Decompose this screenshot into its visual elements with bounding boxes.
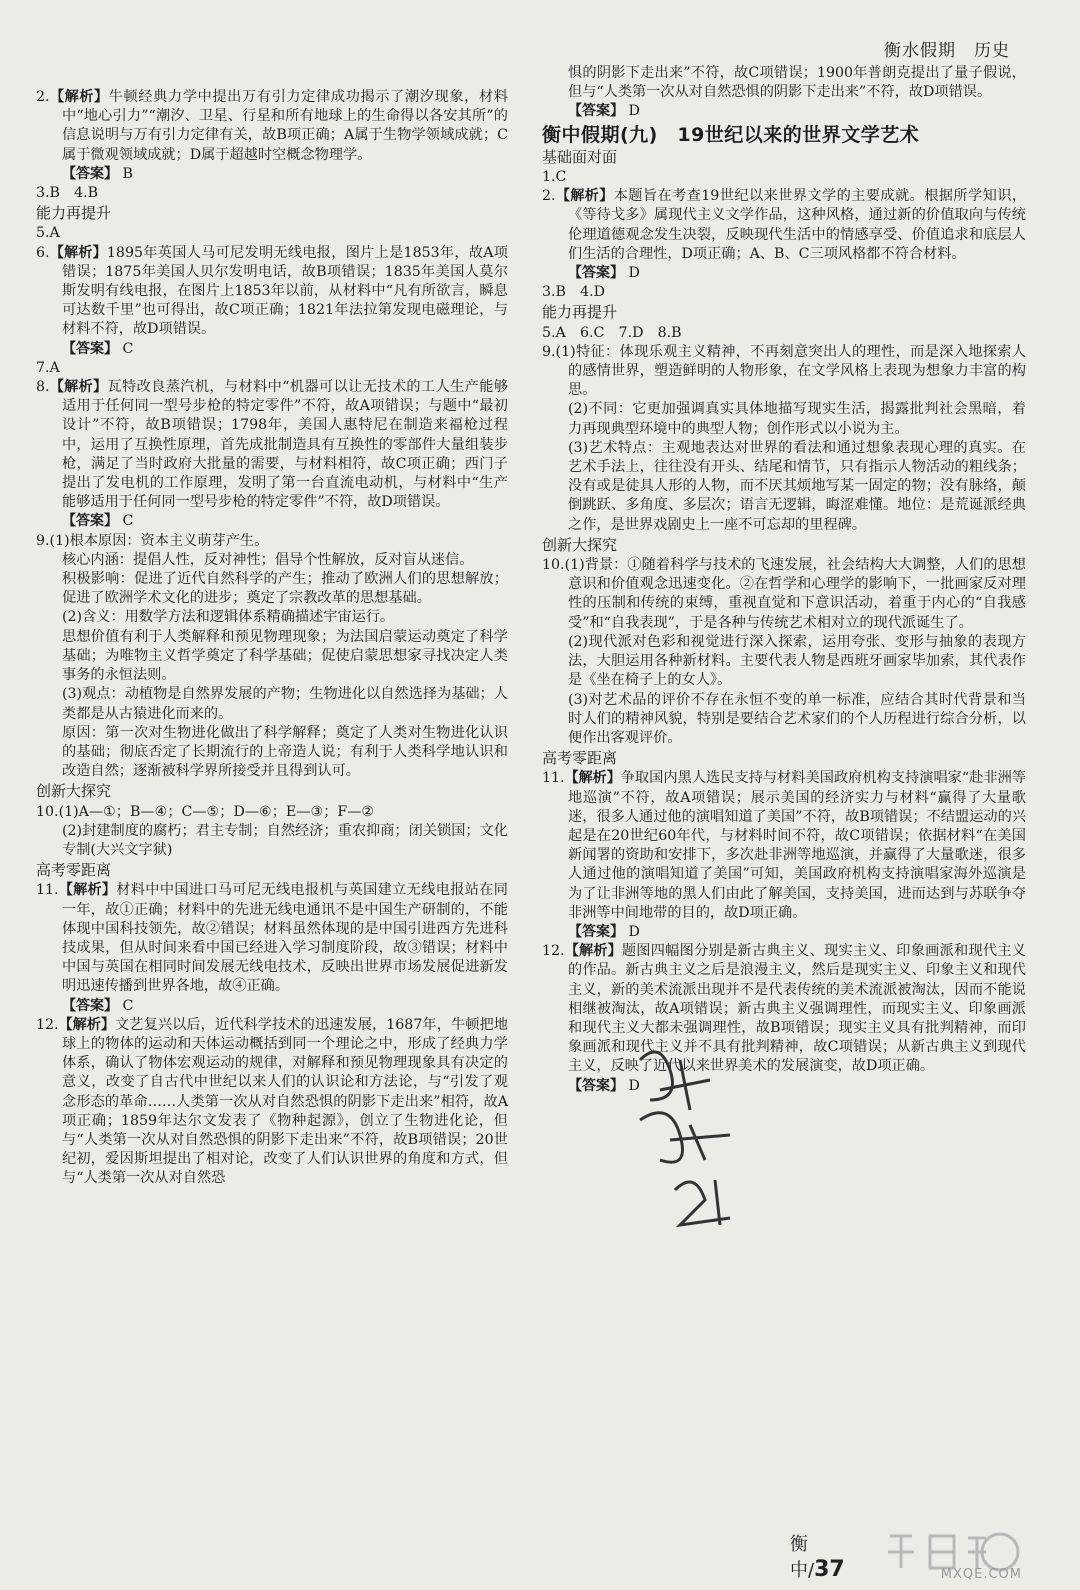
q9-part1-core: 核心内涵：提倡人性，反对神性；倡导个性解放，反对盲从迷信。: [62, 551, 474, 568]
q3-4-answers: 3.B 4.B: [36, 185, 99, 202]
q3-4-answers: 3.B 4.D: [542, 284, 606, 301]
section-innovate: 创新大探究: [36, 782, 112, 801]
q9-part1-impact: 积极影响：促进了近代自然科学的产生；推动了欧洲人们的思想解放；促进了欧洲学术文化的进步；奠定了宗教改革的思想基础。: [62, 571, 508, 607]
q12-answer: 【答案】 D: [568, 103, 640, 120]
q9-part3-view: (3)观点：动植物是自然界发展的产物；生物进化以自然选择为基础；人类都是从古猿进化而来的。: [62, 686, 508, 722]
q12-explanation: 12.【解析】题图四幅图分别是新古典主义、现实主义、印象画派和现代主义的作品。新古典主义之后是浪漫主义，然后是现实主义、印象主义和现代主义，新的美术流派出现并不是代表传统的美术流派被淘汰，因而不能说相继被淘汰，故A项错误；新古典主义强调理性，而现实主义、印象画派和现代主义大都未强调理性，故B项错误；现实主义具有批判精神，而印象画派和现代主义并不具有批判精神，故C项错误；从新古典主义到现代主义，反映了近代以来世界美术的发展演变，故D项正确。: [542, 943, 1026, 1075]
q10-part3: (3)对艺术品的评价不存在永恒不变的单一标准，应结合其时代背景和当时人们的精神风貌，特别是要结合艺术家们的个人历程进行综合分析，以便作出客观评价。: [568, 691, 1026, 746]
q10-part2: (2)现代派对色彩和视觉进行深入探索，运用夸张、变形与抽象的表现方法，大胆运用各种新材料。主要代表人物是西班牙画家毕加索，其代表作是《坐在椅子上的女人》。: [568, 633, 1026, 689]
q10-part2: (2)封建制度的腐朽；君主专制；自然经济；重农抑商；闭关锁国；文化专制(大兴文字狱): [62, 822, 508, 858]
q2-answer: 【答案】 B: [62, 165, 133, 182]
q9-part2-value: 思想价值有利于人类解释和预见物理现象；为法国启蒙运动奠定了科学基础；为唯物主义哲学奠定了科学基础；促使启蒙思想家寻找决定人类事务的永恒法则。: [62, 628, 508, 684]
q5-8-answers: 5.A 6.C 7.D 8.B: [542, 324, 682, 341]
section-gaokao: 高考零距离: [36, 861, 112, 880]
right-column: [542, 64, 1026, 1096]
running-head: 衡水假期 历史: [884, 41, 1010, 61]
section-gaokao: 高考零距离: [542, 749, 618, 768]
q8-explanation: 8.【解析】瓦特改良蒸汽机，与材料中“机器可以让无技术的工人生产能够适用于任何同一型号步枪的特定零件”不符，故A项错误；与题中“最初设计”不符，故B项错误；1798年，美国人惠特尼在制造来福枪过程中，运用了互换性原理，首先成批制造具有互换性的零部件大量组装步枪，满足了当时政府大批量的需要，与材料相符，故C项正确；西门子提出了发电机的工作原理，发明了第一台直流电动机，与材料中“生产能够适用于任何同一型号步枪的特定零件”不符，故D项错误。: [36, 379, 509, 511]
q9-part2: (2)不同：它更加强调真实具体地描写现实生活，揭露批判社会黑暗，着力再现典型环境中的典型人物；创作形式以小说为主。: [568, 401, 1026, 437]
section-ability: 能力再提升: [36, 204, 112, 223]
q10-part1: 10.(1)A—①；B—④；C—⑤；D—⑥；E—③；F—②: [36, 803, 375, 820]
q10-part1: 10.(1)背景：①随着科学与技术的飞速发展，社会结构大大调整，人们的思想意识和价值观念迅速变化。②在哲学和心理学的影响下，一批画家反对理性的压制和传统的束缚，重视直觉和下意识活动，着重于内心的“自我感受”和“自我表现”，于是各种与传统艺术相对立的现代派诞生了。: [542, 557, 1026, 631]
q12-answer: 【答案】 D: [568, 1077, 640, 1094]
q11-explanation: 11.【解析】材料中中国进口马可尼无线电报机与英国建立无线电报站在同一年，故①正确；材料中的先进无线电通讯不是中国生产研制的，不能体现中国科技领先，故②错误；材料虽然体现的是中国引进西方先进科技成果，但从时间来看中国已经进入学习制度阶段，故③错误；材料中中国与英国在相同时间发展无线电技术，反映出世界市场发展促进新发明迅速传播到世界各地，故④正确。: [36, 882, 508, 995]
q7-answer: 7.A: [36, 359, 60, 376]
q12-explanation-continued: 惧的阴影下走出来”不符，故C项错误；1900年普朗克提出了量子假说，但与“人类第一次从对自然恐惧的阴影下走出来”不符，故D项错误。: [568, 65, 1026, 101]
q9-part1: 9.(1)特征：体现乐观主义精神，不再刻意突出人的理性，而是深入地探索人的感情世界，塑造鲜明的人物形象，在文学风格上表现为想象力丰富的构思。: [542, 343, 1026, 399]
q9-part3-reason: 原因：第一次对生物进化做出了科学解释；奠定了人类对生物进化认识的基础；彻底否定了长期流行的上帝造人说；有利于人类科学地认识和改造自然；逐渐被科学界所接受并且得到认可。: [62, 724, 508, 780]
q9-part3: (3)艺术特点：主观地表达对世界的看法和通过想象表现心理的真实。在艺术手法上，往往没有开头、结尾和情节，只有指示人物活动的粗线条；没有或是徒具人形的人物，而不厌其烦地写某一固定的物；没有脉络，颠倒跳跃、多角度、多层次；语言无逻辑，晦涩难懂。地位：是荒诞派经典之作，是世界戏剧史上一座不可忘却的里程碑。: [568, 439, 1026, 533]
q9-part2-meaning: (2)含义：用数学方法和逻辑体系精确描述宇宙运行。: [62, 609, 395, 626]
q6-answer: 【答案】 C: [62, 340, 134, 357]
q12-explanation: 12.【解析】文艺复兴以后，近代科学技术的迅速发展，1687年，牛顿把地球上的物体的运动和天体运动概括到同一个理论之中，形成了经典力学体系，确认了物体宏观运动的规律，对解释和预见物理现象具有决定的意义，改变了自古代中世纪以来人们的认识论和方法论，与“引发了观念形态的革命……人类第一次从对自然恐惧的阴影下走出来”相符，故A项正确；1859年达尔文发表了《物种起源》，创立了生物进化论，但与“人类第一次从对自然恐惧的阴影下走出来”不符，故B项错误；20世纪初，爱因斯坦提出了相对论，改变了人们认识世界的角度和方式，但与“人类第一次从对自然恐: [36, 1016, 508, 1187]
q6-explanation: 6.【解析】1895年英国人马可尼发明无线电报，图片上是1853年，故A项错误；1875年美国人贝尔发明电话，故B项错误；1835年美国人莫尔斯发明有线电报，在图片上1853年以前，从材料中“凡有所欲言，瞬息可达数千里”也可得出，故C项正确；1821年法拉第发现电磁理论，与材料不符，故D项错误。: [36, 244, 508, 338]
q2-explanation: 2.【解析】本题旨在考查19世纪以来世界文学的主要成就。根据所学知识，《等待戈多》属现代主义文学作品，这种风格，通过新的价值取向与传统伦理道德观念发生决裂，反映现代生活中的情感享受、价值追求和底层人们生活的合理性，D项正确；A、B、C三项风格都不符合材料。: [542, 188, 1027, 262]
section-innovate: 创新大探究: [542, 535, 618, 554]
watermark-url: MXQE.COM: [940, 1567, 1022, 1582]
q8-answer: 【答案】 C: [62, 513, 134, 530]
q1-answer: 1.C: [542, 169, 567, 186]
section-basic: 基础面对面: [542, 147, 618, 166]
q2-answer: 【答案】 D: [568, 265, 640, 282]
q11-explanation: 11.【解析】争取国内黑人选民支持与材料美国政府机构支持演唱家“赴非洲等地巡演”不符，故A项错误；展示美国的经济实力与材料“赢得了大量歌迷，很多人通过他的演唱知道了美国”不符，故B项错误；不结盟运动的兴起是在20世纪60年代，与材料时间不符，故C项错误；依据材料“在美国新闻署的资助和安排下，多次赴非洲等地巡演，并赢得了大量歌迷，很多人通过他的演唱知道了美国”可知，美国政府机构支持演唱家海外巡演是为了让非洲等地的黑人们由此了解美国，支持美国，进而达到与苏联争夺非洲等中间地带的目的，故D项正确。: [542, 770, 1026, 921]
q5-answer: 5.A: [36, 225, 60, 242]
left-column: [36, 88, 508, 1189]
page-folio: 衡中/37: [790, 1534, 845, 1582]
section-ability: 能力再提升: [542, 303, 618, 322]
page-footer: [790, 1528, 1030, 1584]
chapter-title: 衡中假期(九) 19世纪以来的世界文学艺术: [542, 123, 920, 146]
q2-explanation: 2.【解析】牛顿经典力学中提出万有引力定律成功揭示了潮汐现象，材料中“地心引力”“潮汐、卫星、行星和所有地球上的生命得以各安其所”的信息说明与万有引力定律有关，故B项正确；A属于生物学领域成就；C属于微观领域成就；D属于超越时空概念物理学。: [36, 89, 508, 163]
q11-answer: 【答案】 D: [568, 923, 640, 940]
q11-answer: 【答案】 C: [62, 997, 134, 1014]
q9-part1-cause: 9.(1)根本原因：资本主义萌芽产生。: [36, 532, 269, 549]
